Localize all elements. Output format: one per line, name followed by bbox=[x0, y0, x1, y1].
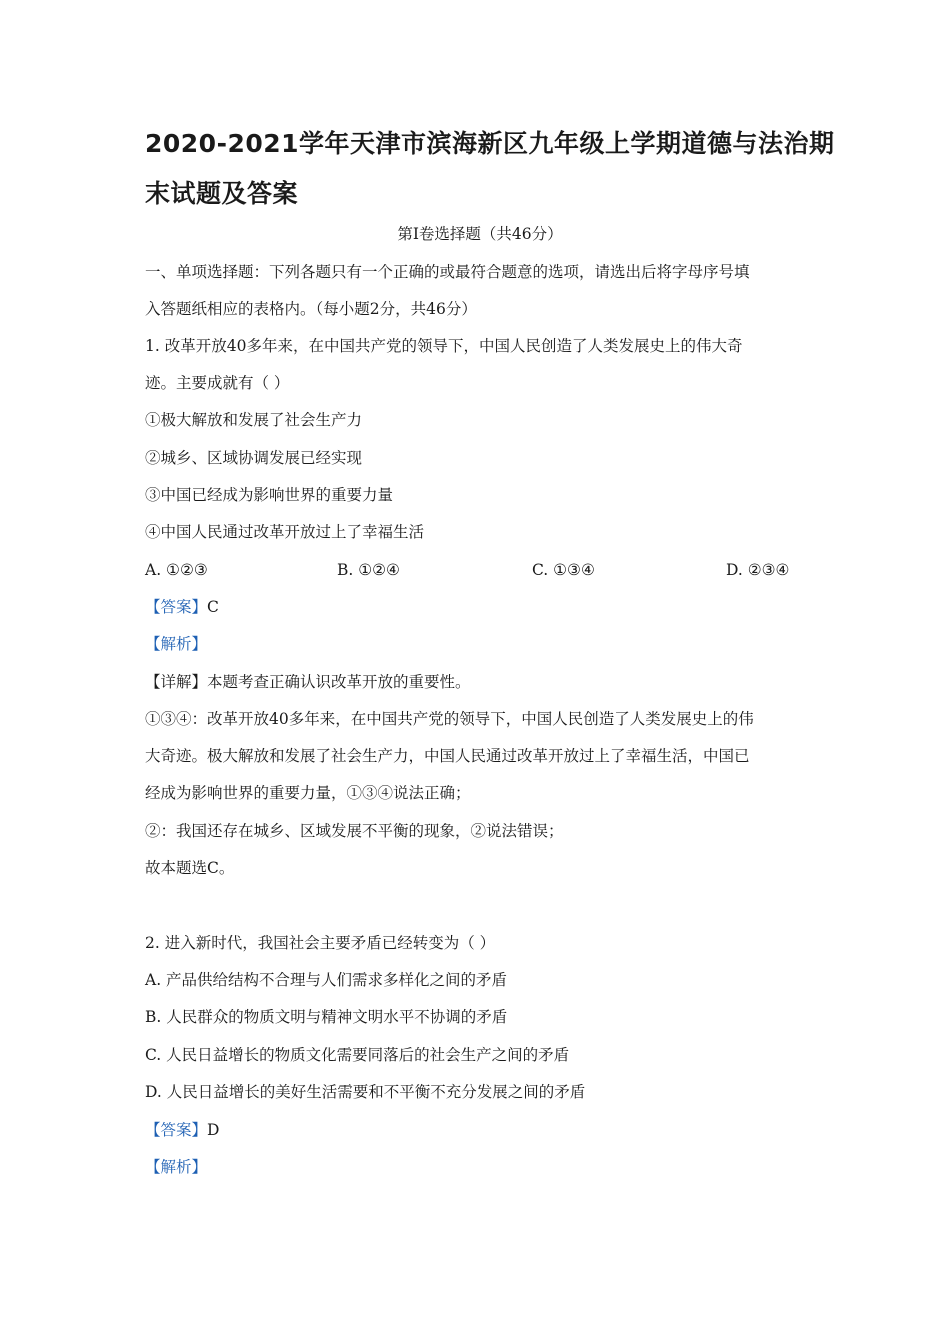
q1-answer bbox=[145, 597, 815, 617]
q1-option-c: C. ①③④ bbox=[532, 561, 595, 579]
q1-explain-line-5: 故本题选C。 bbox=[145, 859, 235, 877]
q2-analysis bbox=[145, 1157, 815, 1177]
q1-explain-line-2: 大奇迹。极大解放和发展了社会生产力，中国人民通过改革开放过上了幸福生活，中国已 bbox=[145, 747, 750, 765]
answer-tag: 【答案】 bbox=[145, 598, 208, 616]
answer-value: D bbox=[207, 1121, 220, 1139]
section-header: 第Ⅰ卷选择题（共46分） bbox=[397, 225, 563, 243]
instructions-line-2: 入答题纸相应的表格内。（每小题2分，共46分） bbox=[145, 300, 477, 318]
document-title-line-2: 末试题及答案 bbox=[145, 179, 299, 208]
answer-tag: 【答案】 bbox=[145, 1121, 208, 1139]
q2-option-a: A. 产品供给结构不合理与人们需求多样化之间的矛盾 bbox=[145, 971, 508, 989]
detail-tag: 【详解】 bbox=[145, 673, 208, 691]
q1-option-a: A. ①②③ bbox=[145, 561, 208, 579]
q1-item-2: ②城乡、区域协调发展已经实现 bbox=[145, 449, 363, 467]
q1-stem-line-2: 迹。主要成就有（ ） bbox=[145, 374, 290, 392]
q1-analysis bbox=[145, 634, 815, 654]
q1-detail bbox=[145, 672, 815, 692]
q2-option-c: C. 人民日益增长的物质文化需要同落后的社会生产之间的矛盾 bbox=[145, 1046, 570, 1064]
detail-text: 本题考查正确认识改革开放的重要性。 bbox=[207, 673, 471, 691]
q1-item-3: ③中国已经成为影响世界的重要力量 bbox=[145, 486, 394, 504]
q1-option-b: B. ①②④ bbox=[337, 561, 400, 579]
q2-option-b: B. 人民群众的物质文明与精神文明水平不协调的矛盾 bbox=[145, 1008, 508, 1026]
q1-explain-line-4: ②：我国还存在城乡、区域发展不平衡的现象，②说法错误； bbox=[145, 822, 564, 840]
q1-stem-line-1: 1. 改革开放40多年来，在中国共产党的领导下，中国人民创造了人类发展史上的伟大奇 bbox=[145, 337, 743, 355]
q2-option-d: D. 人民日益增长的美好生活需要和不平衡不充分发展之间的矛盾 bbox=[145, 1083, 586, 1101]
analysis-tag: 【解析】 bbox=[145, 635, 208, 653]
analysis-tag: 【解析】 bbox=[145, 1158, 208, 1176]
q1-item-1: ①极大解放和发展了社会生产力 bbox=[145, 411, 363, 429]
answer-value: C bbox=[207, 598, 219, 616]
q2-answer bbox=[145, 1120, 815, 1140]
q1-explain-line-3: 经成为影响世界的重要力量，①③④说法正确； bbox=[145, 784, 471, 802]
instructions-line-1: 一、单项选择题：下列各题只有一个正确的或最符合题意的选项，请选出后将字母序号填 bbox=[145, 263, 750, 281]
q2-stem: 2. 进入新时代，我国社会主要矛盾已经转变为（ ） bbox=[145, 934, 496, 952]
q1-item-4: ④中国人民通过改革开放过上了幸福生活 bbox=[145, 523, 425, 541]
q1-option-d: D. ②③④ bbox=[726, 561, 790, 579]
q1-explain-line-1: ①③④：改革开放40多年来，在中国共产党的领导下，中国人民创造了人类发展史上的伟 bbox=[145, 710, 754, 728]
document-title-line-1: 2020-2021学年天津市滨海新区九年级上学期道德与法治期 bbox=[145, 129, 835, 158]
